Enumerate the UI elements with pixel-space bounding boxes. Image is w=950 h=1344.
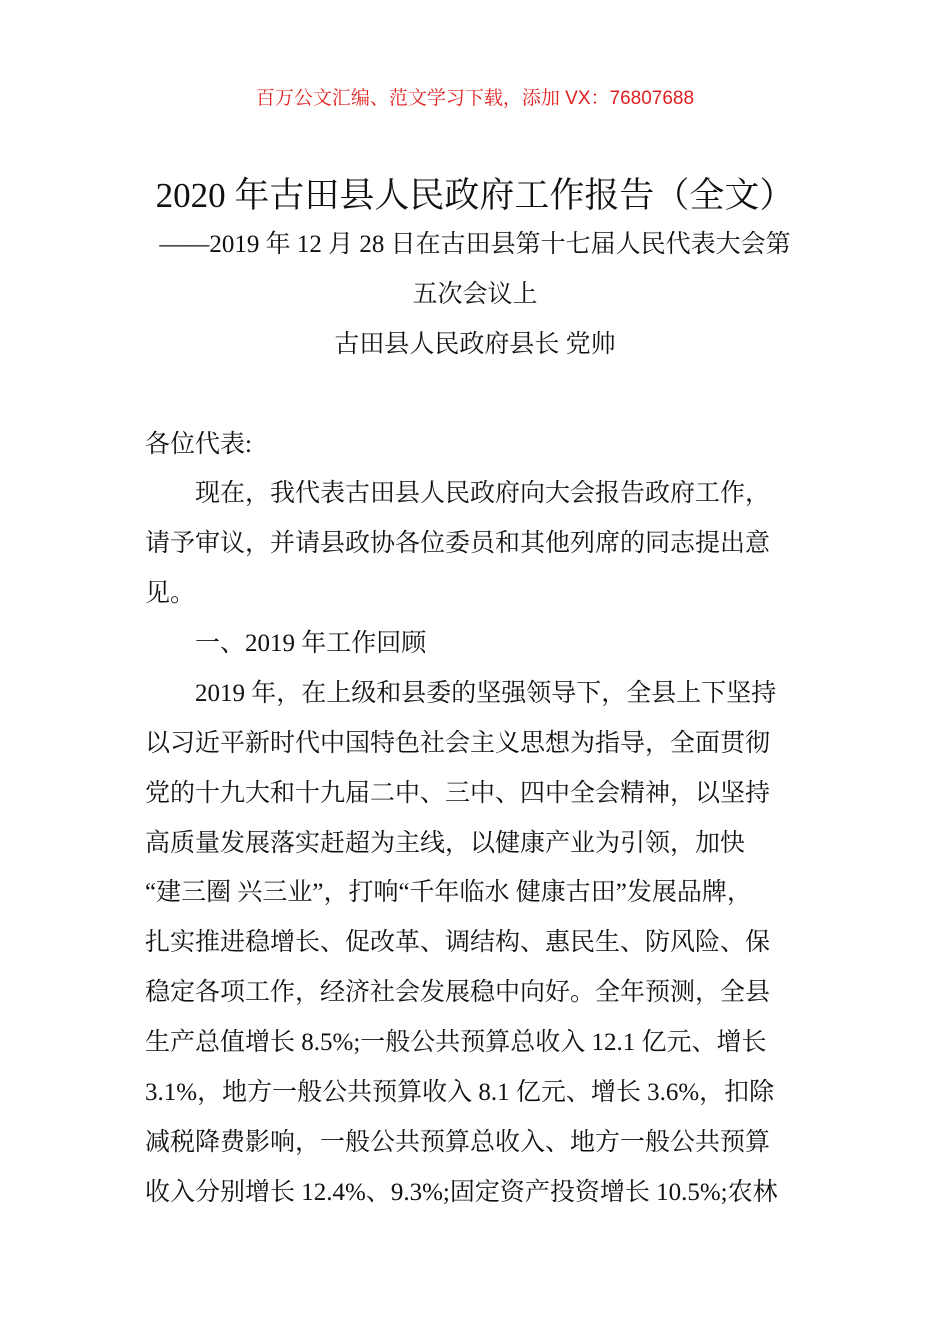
paragraph-line: 以习近平新时代中国特色社会主义思想为指导，全面贯彻 (145, 730, 771, 757)
paragraph-line: 扎实推进稳增长、促改革、调结构、惠民生、防风险、保 (145, 929, 771, 956)
subtitle-line-1: ——2019 年 12 月 28 日在古田县第十七届人民代表大会第 (159, 231, 791, 258)
paragraph-line: 减税降费影响，一般公共预算总收入、地方一般公共预算 (145, 1129, 771, 1156)
subtitle-line-2: 五次会议上 (412, 281, 538, 308)
paragraph-line: 党的十九大和十九届二中、三中、四中全会精神，以坚持 (145, 780, 771, 807)
author-line: 古田县人民政府县长 党帅 (334, 331, 616, 358)
paragraph-line: 2019 年，在上级和县委的坚强领导下，全县上下坚持 (195, 680, 777, 707)
section-heading: 一、2019 年工作回顾 (195, 630, 427, 657)
paragraph-line: 稳定各项工作，经济社会发展稳中向好。全年预测，全县 (145, 979, 771, 1006)
paragraph-line: 高质量发展落实赶超为主线，以健康产业为引领，加快 (145, 830, 746, 857)
document-title: 2020 年古田县人民政府工作报告（全文） (155, 176, 795, 215)
watermark-banner: 百万公文汇编、范文学习下载，添加 VX：76807688 (255, 88, 695, 109)
paragraph-line: “建三圈 兴三业”，打响“千年临水 健康古田”发展品牌， (145, 879, 752, 906)
paragraph-line: 生产总值增长 8.5%;一般公共预算总收入 12.1 亿元、增长 (145, 1029, 767, 1056)
salutation: 各位代表: (145, 431, 252, 458)
paragraph-line: 现在，我代表古田县人民政府向大会报告政府工作， (195, 480, 771, 507)
paragraph-line: 3.1%，地方一般公共预算收入 8.1 亿元、增长 3.6%，扣除 (145, 1079, 775, 1106)
paragraph-line: 见。 (145, 580, 196, 607)
paragraph-line: 请予审议，并请县政协各位委员和其他列席的同志提出意 (145, 530, 771, 557)
paragraph-line: 收入分别增长 12.4%、9.3%;固定资产投资增长 10.5%;农林 (145, 1179, 778, 1206)
